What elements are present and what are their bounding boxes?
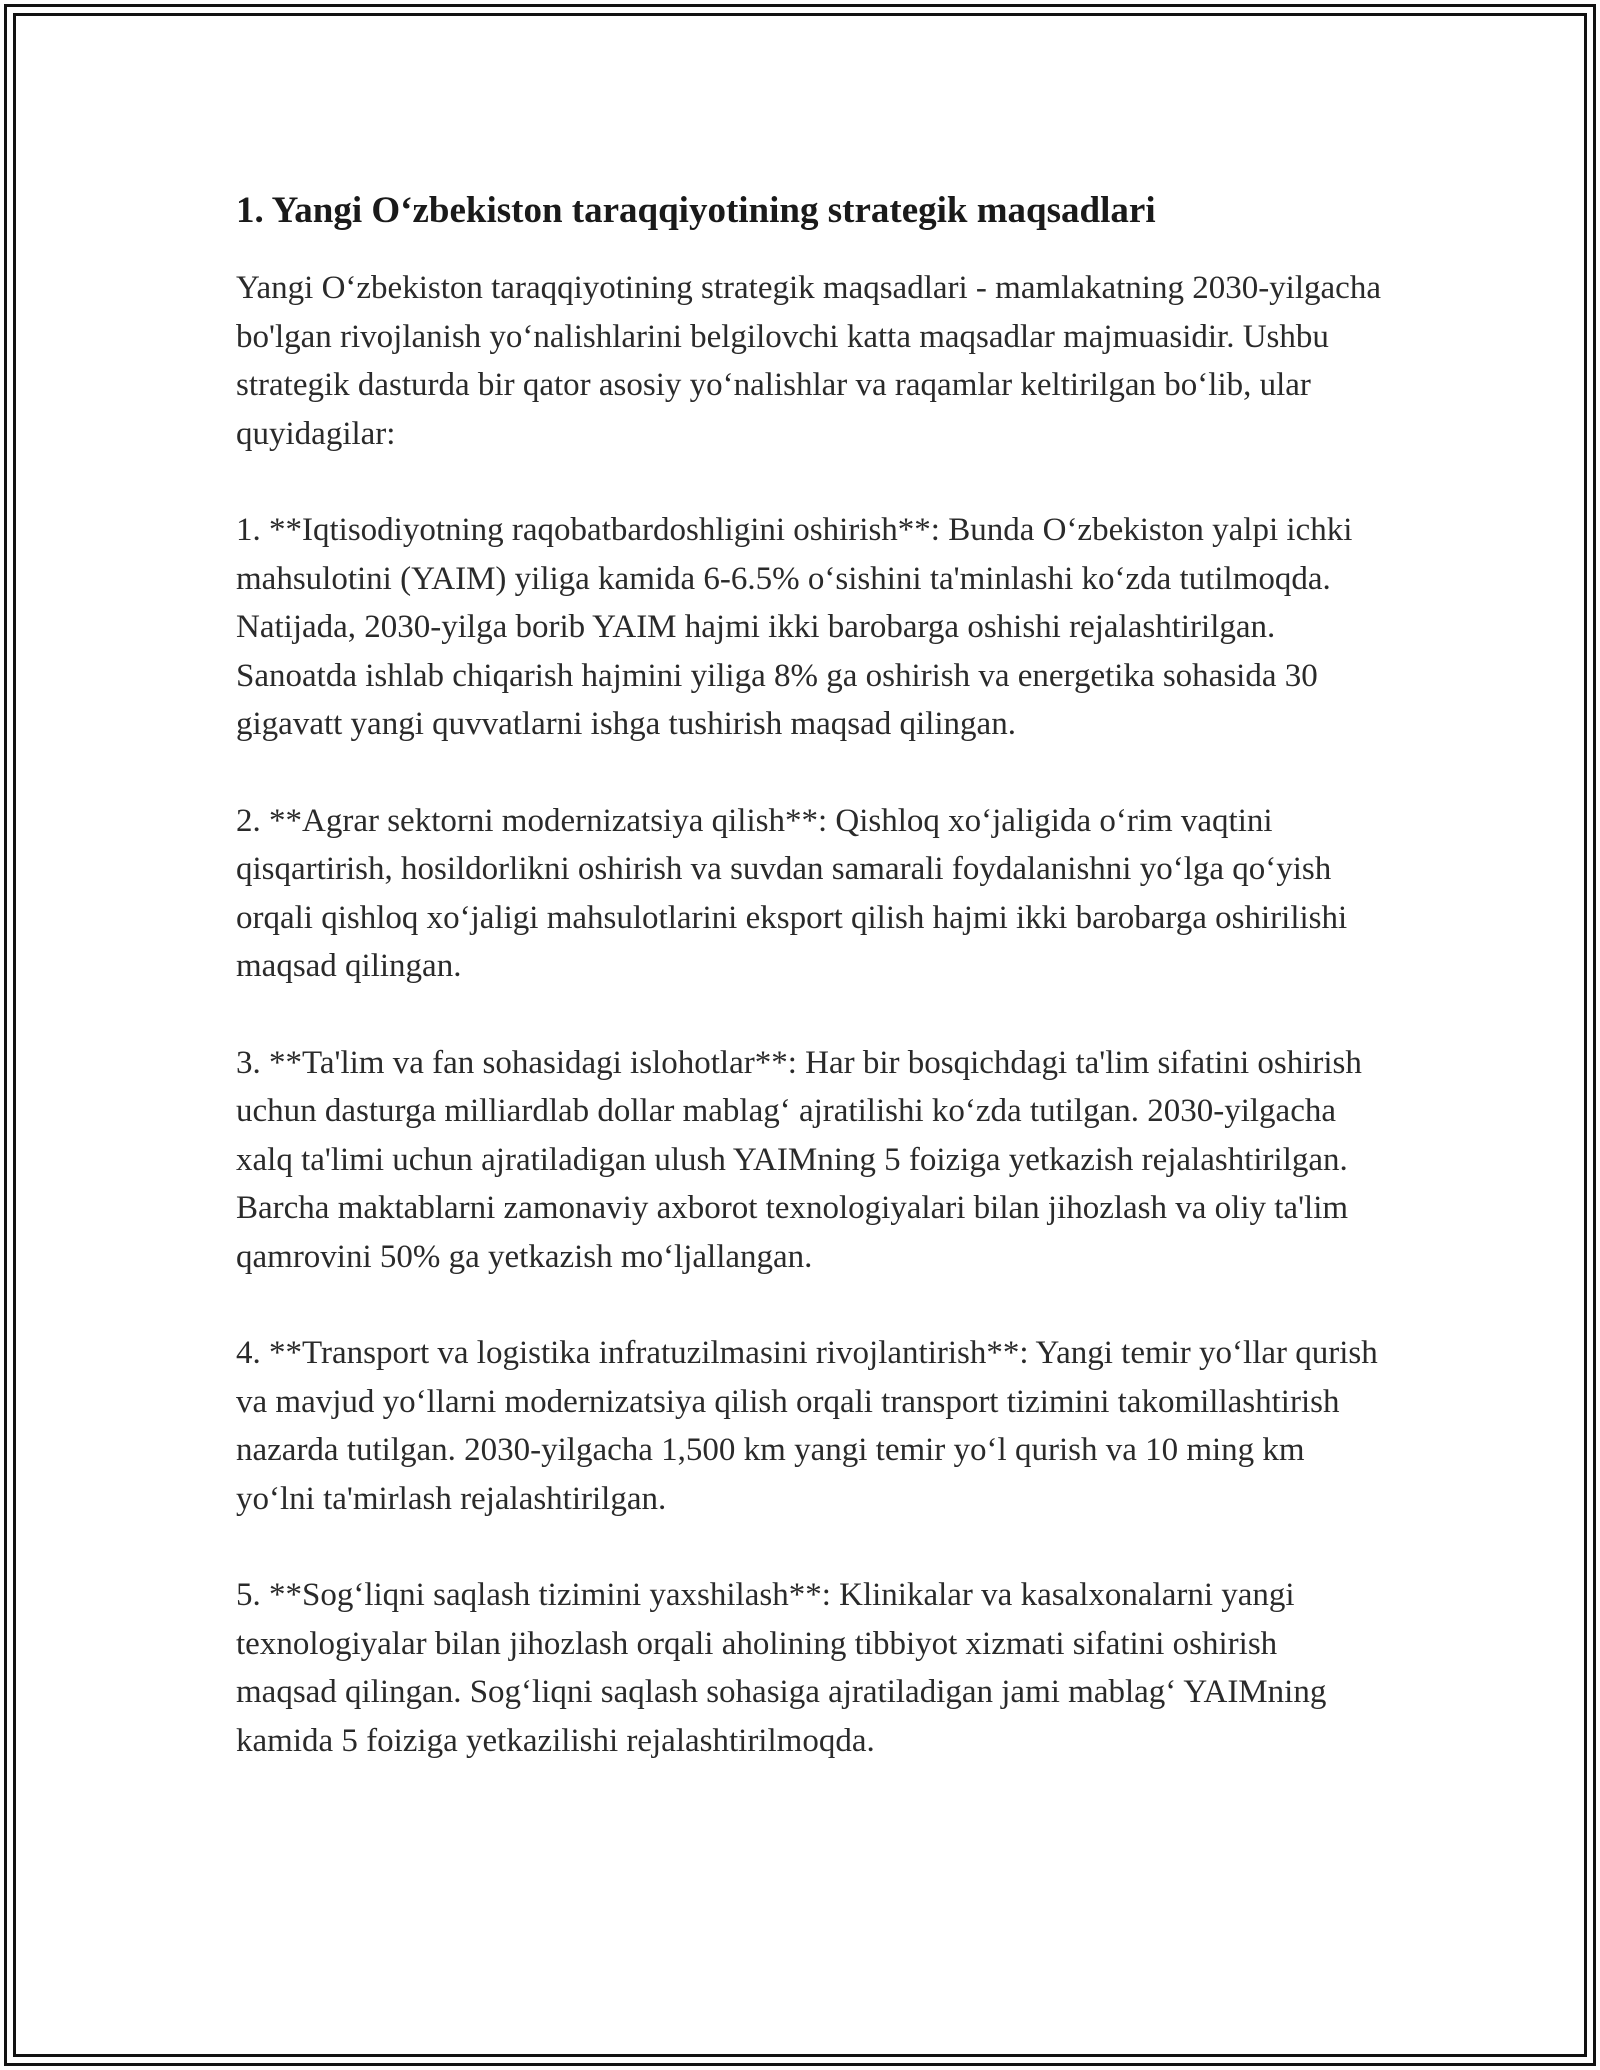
list-item-agriculture: 2. **Agrar sektorni modernizatsiya qilish**: Qishloq xo‘jaligida o‘rim vaqtini qisqartirish, hosildorlikni oshirish va suvdan samarali foydalanishni yo‘lga qo‘yish orqali qishloq xo‘jaligi mahsulotlarini eksport qilish hajmi ikki barobarga oshirilishi maqsad qilingan.	[236, 802, 1348, 984]
list-item-economy: 1. **Iqtisodiyotning raqobatbardoshligini oshirish**: Bunda O‘zbekiston yalpi ichki mahsulotini (YAIM) yiliga kamida 6-6.5% o‘sishini ta'minlashi ko‘zda tutilmoqda. Natijada, 2030-yilga borib YAIM hajmi ikki barobarga oshishi rejalashtirilgan. Sanoatda ishlab chiqarish hajmini yiliga 8% ga oshirish va energetika sohasida 30 gigavatt yangi quvvatlarni ishga tushirish maqsad qilingan.	[236, 512, 1353, 742]
list-item-healthcare: 5. **Sog‘liqni saqlash tizimini yaxshilash**: Klinikalar va kasalxonalarni yangi texnologiyalar bilan jihozlash orqali aholining tibbiyot xizmati sifatini oshirish maqsad qilingan. Sog‘liqni saqlash sohasiga ajratiladigan jami mablag‘ YAIMning kamida 5 foiziga yetkazilishi rejalashtirilmoqda.	[236, 1577, 1327, 1759]
intro-paragraph: Yangi O‘zbekiston taraqqiyotining strategik maqsadlari - mamlakatning 2030-yilgacha bo'lgan rivojlanish yo‘nalishlarini belgilovchi katta maqsadlar majmuasidir. Ushbu strategik dasturda bir qator asosiy yo‘nalishlar va raqamlar keltirilgan bo‘lib, ular quyidagilar:	[236, 270, 1381, 452]
document-title: 1. Yangi O‘zbekiston taraqqiyotining strategik maqsadlari	[236, 190, 1156, 231]
document-body	[236, 186, 1386, 1813]
list-item-education: 3. **Ta'lim va fan sohasidagi islohotlar**: Har bir bosqichdagi ta'lim sifatini oshirish uchun dasturga milliardlab dollar mablag‘ ajratilishi ko‘zda tutilgan. 2030-yilgacha xalq ta'limi uchun ajratiladigan ulush YAIMning 5 foiziga yetkazish rejalashtirilgan. Barcha maktablarni zamonaviy axborot texnologiyalari bilan jihozlash va oliy ta'lim qamrovini 50% ga yetkazish mo‘ljallangan.	[236, 1044, 1362, 1275]
list-item-transport: 4. **Transport va logistika infratuzilmasini rivojlantirish**: Yangi temir yo‘llar qurish va mavjud yo‘llarni modernizatsiya qilish orqali transport tizimini takomillashtirish nazarda tutilgan. 2030-yilgacha 1,500 km yangi temir yo‘l qurish va 10 ming km yo‘lni ta'mirlash rejalashtirilgan.	[236, 1335, 1378, 1517]
